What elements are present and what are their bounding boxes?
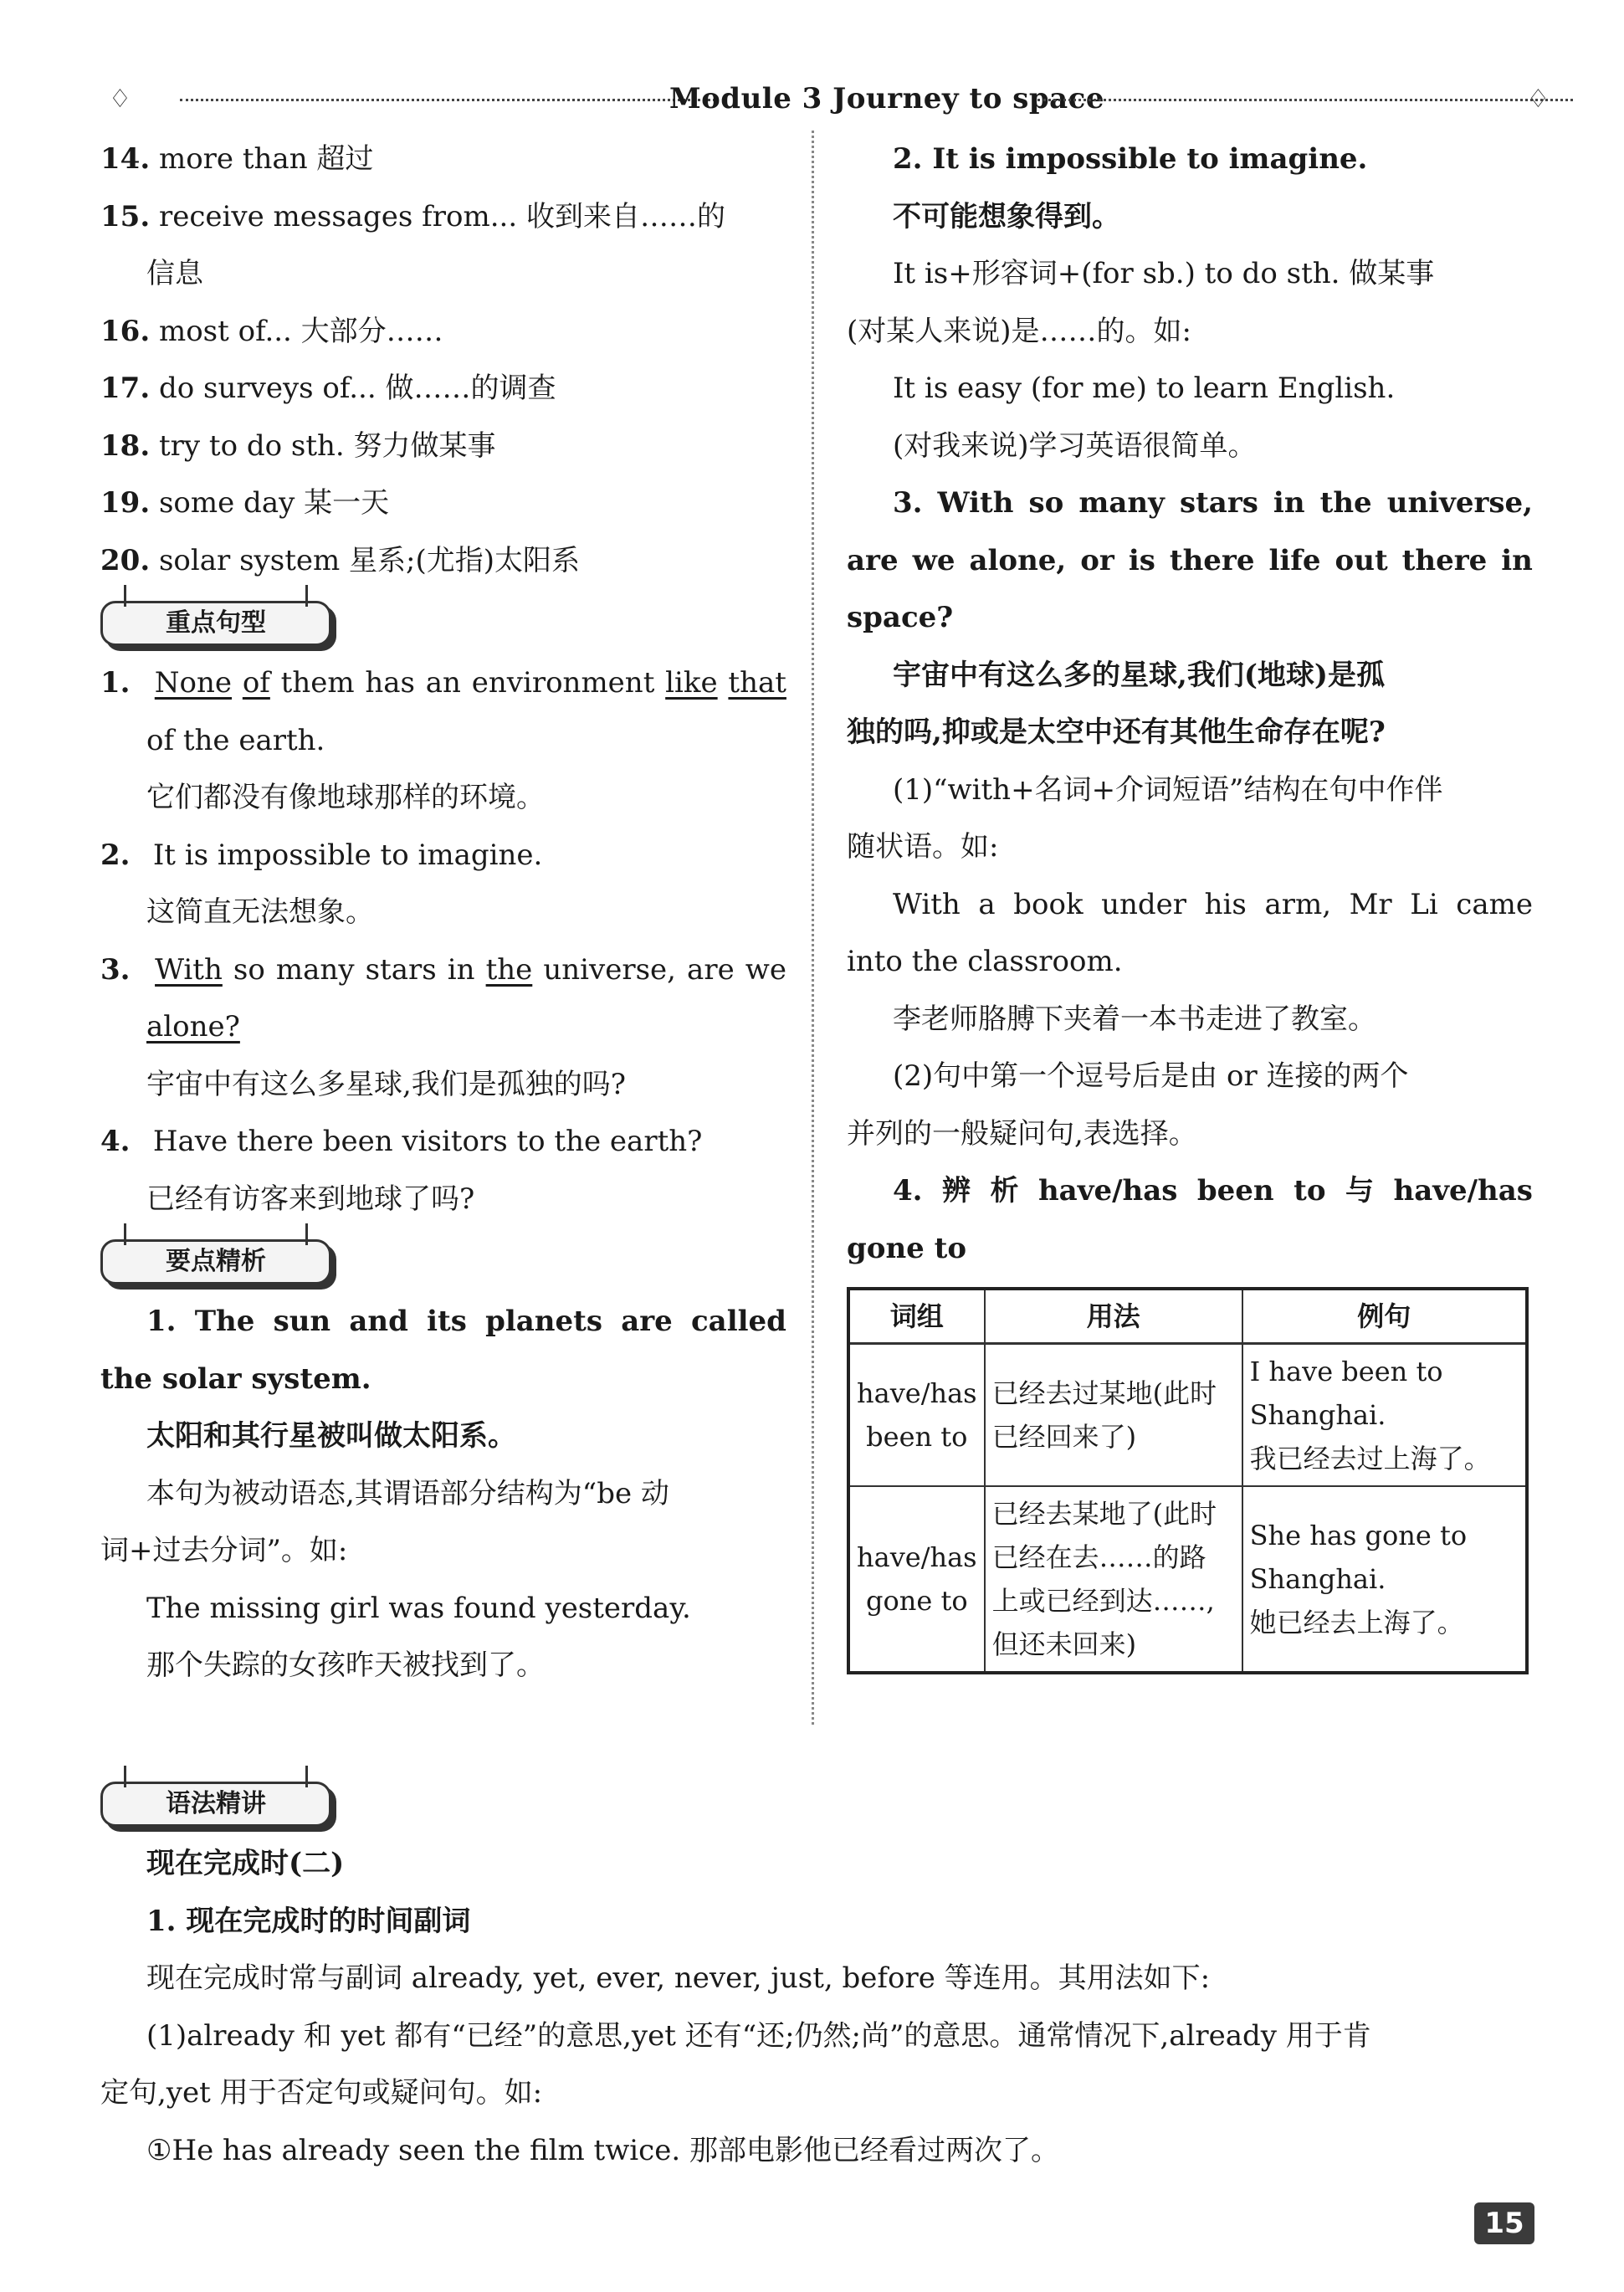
point-title: 4. 辨 析 have/has been to 与 have/has xyxy=(893,1174,1533,1208)
left-column xyxy=(100,131,786,1695)
column-divider xyxy=(812,131,814,1725)
sentence-translation: 宇宙中有这么多星球,我们是孤独的吗? xyxy=(146,1067,627,1101)
example-english: The missing girl was found yesterday. xyxy=(146,1591,691,1625)
phrase-item: 15. receive messages from... 收到来自……的 xyxy=(100,199,725,233)
diamond-icon: ♢ xyxy=(109,85,131,114)
point-explanation: 本句为被动语态,其谓语部分结构为“be 动 xyxy=(146,1476,669,1510)
usage-table xyxy=(847,1287,1529,1674)
point-translation: 太阳和其行星被叫做太阳系。 xyxy=(146,1419,516,1453)
table-row xyxy=(848,1486,1527,1673)
point-explanation: 词+过去分词”。如: xyxy=(100,1534,348,1567)
sentence-item: 3. With so many stars in the universe, are we xyxy=(100,952,786,987)
example-english: With a book under his arm, Mr Li came xyxy=(893,887,1533,921)
point-translation: 宇宙中有这么多的星球,我们(地球)是孤 xyxy=(893,658,1386,692)
sentence-item: 4. Have there been visitors to the earth? xyxy=(100,1125,703,1158)
table-cell-usage: 已经去某地了(此时 已经在去……的路 上或已经到达……, 但还未回来) xyxy=(985,1486,1242,1673)
sentence-continued: of the earth. xyxy=(146,723,325,757)
table-cell-phrase: have/has gone to xyxy=(848,1486,985,1673)
example-english: into the classroom. xyxy=(847,945,1123,978)
sentence-item: 2. It is impossible to imagine. xyxy=(100,838,543,872)
point-title: 3. With so many stars in the universe, xyxy=(893,486,1533,520)
point-title-continued: space? xyxy=(847,601,954,634)
section-tag-key-points: 要点精析 xyxy=(100,1239,331,1284)
phrase-item: 17. do surveys of... 做……的调查 xyxy=(100,372,556,405)
right-column xyxy=(847,131,1533,1674)
point-explanation: 随状语。如: xyxy=(847,830,999,864)
sentence-translation: 这简直无法想象。 xyxy=(146,895,374,929)
grammar-example: ①He has already seen the film twice. 那部电影他已经看过两次了。 xyxy=(146,2133,1059,2167)
example-chinese: (对我来说)学习英语很简单。 xyxy=(893,428,1257,463)
grammar-text: 定句,yet 用于否定句或疑问句。如: xyxy=(100,2076,543,2110)
table-row xyxy=(848,1344,1527,1487)
example-chinese: 李老师胳膊下夹着一本书走进了教室。 xyxy=(893,1002,1376,1036)
grammar-text: (1)already 和 yet 都有“已经”的意思,yet 还有“还;仍然;尚”的意思。通常情况下,already 用于肯 xyxy=(146,2018,1371,2053)
point-explanation: It is+形容词+(for sb.) to do sth. 做某事 xyxy=(893,257,1435,290)
phrase-item-continued: 信息 xyxy=(146,257,203,290)
page-header xyxy=(109,82,1550,124)
table-cell-usage: 已经去过某地(此时 已经回来了) xyxy=(985,1344,1242,1487)
section-tag-grammar: 语法精讲 xyxy=(100,1782,331,1827)
module-title: Module 3 Journey to space xyxy=(669,82,1105,115)
phrase-item: 20. solar system 星系;(尤指)太阳系 xyxy=(100,543,581,577)
sentence-item: 1. None of them has an environment like that xyxy=(100,666,786,700)
phrase-item: 18. try to do sth. 努力做某事 xyxy=(100,428,496,463)
table-cell-phrase: have/has been to xyxy=(848,1344,985,1487)
page-number: 15 xyxy=(1474,2202,1534,2244)
point-title-continued: the solar system. xyxy=(100,1361,371,1396)
table-cell-example: I have been to Shanghai. 我已经去过上海了。 xyxy=(1242,1344,1527,1487)
grammar-section xyxy=(100,1770,1539,2179)
point-explanation: 并列的一般疑问句,表选择。 xyxy=(847,1116,1197,1151)
point-explanation: (1)“with+名词+介词短语”结构在句中作伴 xyxy=(893,772,1443,807)
point-title-continued: gone to xyxy=(847,1231,967,1265)
point-title: 1. The sun and its planets are called xyxy=(146,1305,786,1338)
grammar-text: 现在完成时常与副词 already, yet, ever, never, just, before 等连用。其用法如下: xyxy=(146,1961,1211,1995)
grammar-subtitle: 1. 现在完成时的时间副词 xyxy=(146,1904,471,1938)
section-tag-key-sentences: 重点句型 xyxy=(100,601,331,646)
header-dotted-rule xyxy=(1037,99,1573,110)
sentence-translation: 它们都没有像地球那样的环境。 xyxy=(146,781,545,814)
point-title-continued: are we alone, or is there life out there in xyxy=(847,543,1533,577)
phrase-item: 16. most of... 大部分…… xyxy=(100,314,443,348)
sentence-continued: alone? xyxy=(146,1010,240,1043)
point-title: 2. It is impossible to imagine. xyxy=(893,142,1368,176)
diamond-icon: ♢ xyxy=(1527,85,1550,114)
phrase-item: 14. more than 超过 xyxy=(100,142,374,176)
example-chinese: 那个失踪的女孩昨天被找到了。 xyxy=(146,1648,545,1682)
sentence-translation: 已经有访客来到地球了吗? xyxy=(146,1182,475,1216)
example-english: It is easy (for me) to learn English. xyxy=(893,372,1396,405)
table-header: 词组 xyxy=(848,1289,985,1344)
point-explanation: (2)句中第一个逗号后是由 or 连接的两个 xyxy=(893,1059,1409,1093)
point-explanation: (对某人来说)是……的。如: xyxy=(847,314,1191,348)
table-header: 用法 xyxy=(985,1289,1242,1344)
grammar-title: 现在完成时(二) xyxy=(146,1847,345,1880)
phrase-item: 19. some day 某一天 xyxy=(100,486,390,520)
table-header: 例句 xyxy=(1242,1289,1527,1344)
point-translation: 不可能想象得到。 xyxy=(893,199,1120,233)
point-translation: 独的吗,抑或是太空中还有其他生命存在呢? xyxy=(847,715,1386,749)
table-cell-example: She has gone to Shanghai. 她已经去上海了。 xyxy=(1242,1486,1527,1673)
